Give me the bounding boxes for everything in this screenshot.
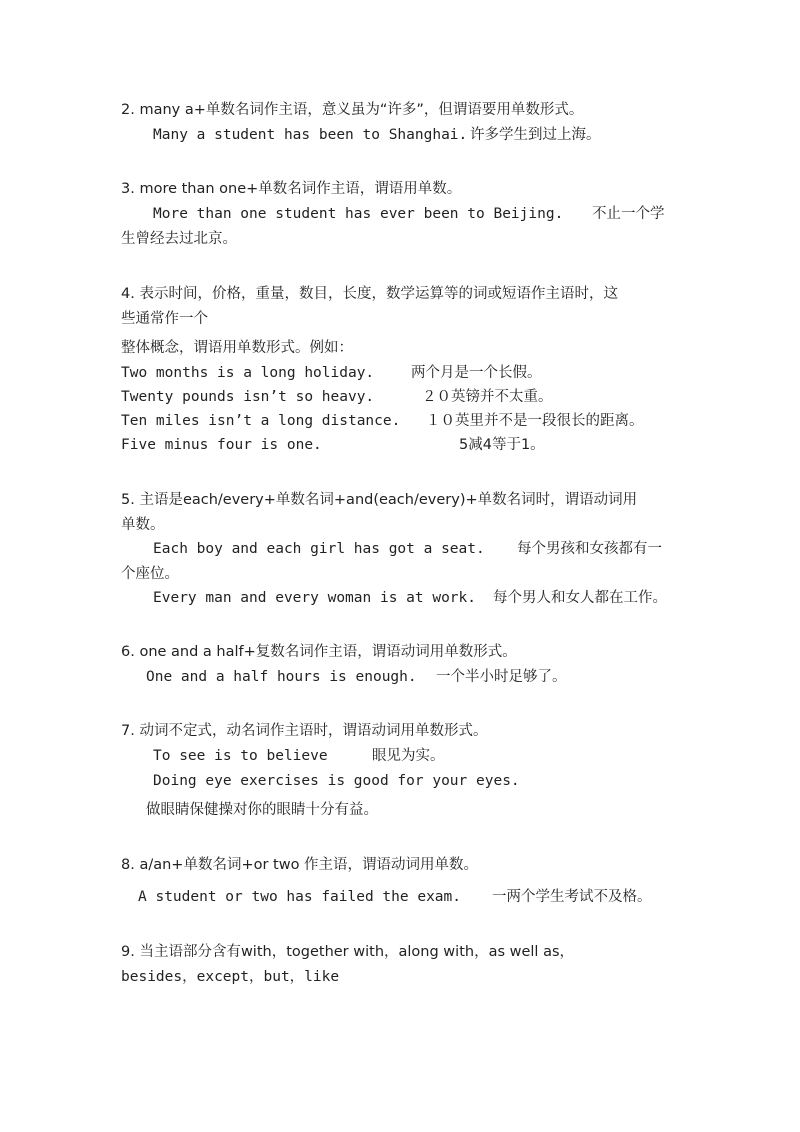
section-7-example1-en: To see is to believe <box>153 748 328 764</box>
section-6-heading: 6. one and a half+复数名词作主语，谓语动词用单数形式。 <box>121 644 517 660</box>
section-3-heading: 3. more than one+单数名词作主语，谓语用单数。 <box>121 181 462 197</box>
section-4-heading-line1: 4. 表示时间，价格，重量，数目，长度，数学运算等的词或短语作主语时，这 <box>121 286 618 302</box>
section-5-example2-cn: 每个男人和女人都在工作。 <box>493 590 667 606</box>
section-8-example-cn: 一两个学生考试不及格。 <box>492 889 652 905</box>
section-4-example-en: Twenty pounds isn’t so heavy. <box>121 389 375 405</box>
section-3-example-cn-part1: 不止一个学 <box>592 206 665 222</box>
section-7-example2-cn: 做眼睛保健操对你的眼睛十分有益。 <box>146 802 378 818</box>
section-5-heading-line2: 单数。 <box>121 517 165 533</box>
section-9-heading-line1: 9. 当主语部分含有with，together with，along with，as well as， <box>121 944 575 960</box>
section-4-example-en: Ten miles isn’t a long distance. <box>121 413 401 429</box>
section-3-example-en: More than one student has ever been to Beijing. <box>153 206 564 222</box>
section-5-example1-cn-part2: 个座位。 <box>121 566 179 582</box>
section-4-example-cn: ２０英镑并不太重。 <box>422 389 553 405</box>
section-5-example1-en: Each boy and each girl has got a seat. <box>153 541 485 557</box>
section-4-example-cn: 5减4等于1。 <box>459 437 545 453</box>
section-7-heading: 7. 动词不定式，动名词作主语时，谓语动词用单数形式。 <box>121 723 488 739</box>
section-6-example-en: One and a half hours is enough. <box>146 669 417 685</box>
section-8-heading: 8. a/an+单数名词+or two 作主语，谓语动词用单数。 <box>121 857 479 873</box>
section-4-example-en: Five minus four is one. <box>121 437 322 453</box>
section-3-example-cn-part2: 生曾经去过北京。 <box>121 231 237 247</box>
section-4-heading-line2: 些通常作一个 <box>121 311 208 327</box>
section-2-heading: 2. many a+单数名词作主语，意义虽为“许多”，但谓语要用单数形式。 <box>121 102 584 118</box>
section-5-heading-line1: 5. 主语是each/every+单数名词+and(each/every)+单数名词时，谓语动词用 <box>121 492 638 508</box>
section-2-example-cn: 许多学生到过上海。 <box>470 127 601 143</box>
section-6-example-cn: 一个半小时足够了。 <box>436 669 567 685</box>
section-2-example-en: Many a student has been to Shanghai. <box>153 127 468 143</box>
section-4-example-en: Two months is a long holiday. <box>121 365 375 381</box>
section-4-example-cn: 两个月是一个长假。 <box>411 365 542 381</box>
section-5-example1-cn-part1: 每个男孩和女孩都有一 <box>517 541 662 557</box>
section-4-heading-line3: 整体概念，谓语用单数形式。例如： <box>121 340 353 356</box>
section-9-heading-line2: besides，except，but，like <box>121 969 340 985</box>
section-7-example1-cn: 眼见为实。 <box>372 748 445 764</box>
section-4-example-cn: １０英里并不是一段很长的距离。 <box>426 413 644 429</box>
section-7-example2-en: Doing eye exercises is good for your eyes. <box>153 773 520 789</box>
section-8-example-en: A student or two has failed the exam. <box>138 889 462 905</box>
section-5-example2-en: Every man and every woman is at work. <box>153 590 477 606</box>
